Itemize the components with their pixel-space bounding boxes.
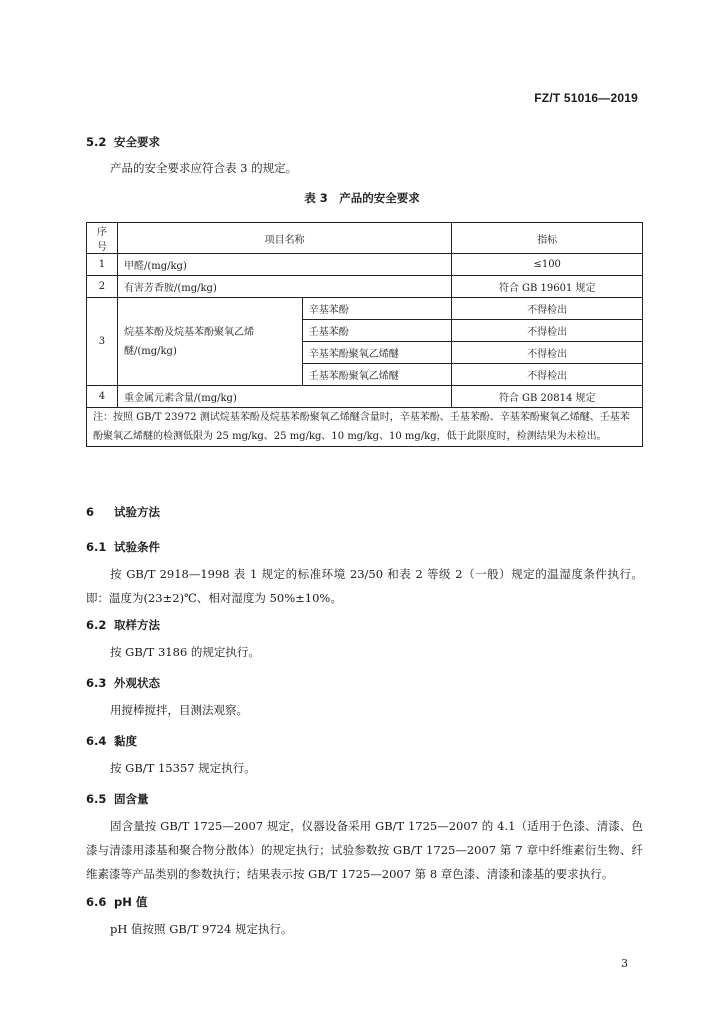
row-index: 不得检出 (452, 320, 643, 342)
section-number: 6.6 (86, 895, 107, 909)
section-6-1-heading (86, 539, 160, 555)
table-row (87, 386, 643, 408)
section-number: 6.5 (86, 792, 107, 806)
header-seq: 序号 (87, 223, 118, 254)
section-5-2-heading (86, 134, 160, 150)
row-index: 符合 GB 19601 规定 (452, 276, 643, 298)
sub-item-name: 辛基苯酚 (302, 298, 452, 320)
table-note-row (87, 408, 643, 447)
section-number: 6 (86, 505, 95, 519)
section-6-4-body: 按 GB/T 15357 规定执行。 (110, 761, 256, 775)
section-number: 5.2 (86, 135, 107, 149)
section-title: 黏度 (114, 734, 138, 748)
section-6-1-body: 按 GB/T 2918—1998 表 1 规定的标准环境 23/50 和表 2 等级 2（一般）规定的温湿度条件执行。即：温度为(23±2)℃、相对湿度为 50%±10%。 (86, 567, 643, 605)
row-item: 重金属元素含量/(mg/kg) (117, 386, 451, 408)
section-number: 6.1 (86, 540, 107, 554)
table-row (87, 298, 643, 320)
section-6-6-body: pH 值按照 GB/T 9724 规定执行。 (110, 922, 293, 936)
section-6-5-heading (86, 791, 149, 807)
row-item: 烷基苯酚及烷基苯酚聚氧乙烯醚/(mg/kg) (117, 298, 302, 386)
row-index: 不得检出 (452, 298, 643, 320)
section-6-6-heading (86, 894, 147, 910)
sub-item-name: 壬基苯酚聚氧乙烯醚 (302, 364, 452, 386)
section-6-4-heading (86, 733, 137, 749)
section-title: 试验方法 (114, 505, 161, 519)
section-number: 6.3 (86, 676, 107, 690)
header-item: 项目名称 (117, 223, 451, 254)
section-6-5-body: 固含量按 GB/T 1725—2007 规定，仪器设备采用 GB/T 1725—2007 的 4.1（适用于色漆、清漆、色漆与清漆用漆基和聚合物分散体）的规定执行；试验参数按 GB/T 1725—2007 第 7 章中纤维素衍生物、纤维素漆等产品类别的参数执行；结果表示按 GB/T 1725—2007 第 8 章色漆、清漆和漆基的要求执行。 (86, 819, 643, 881)
section-6-2-heading (86, 617, 160, 633)
row-index: 符合 GB 20814 规定 (452, 386, 643, 408)
section-title: 取样方法 (114, 618, 161, 632)
page-number: 3 (621, 957, 628, 970)
row-seq: 1 (87, 254, 118, 276)
section-6-2-body: 按 GB/T 3186 的规定执行。 (110, 645, 260, 659)
section-title: 试验条件 (114, 540, 161, 554)
section-title: pH 值 (114, 895, 148, 909)
row-seq: 3 (87, 298, 118, 386)
section-6-3-body: 用搅棒搅拌，目测法观察。 (110, 703, 248, 717)
table-header-row (87, 223, 643, 254)
sub-item-name: 辛基苯酚聚氧乙烯醚 (302, 342, 452, 364)
row-item: 有害芳香胺/(mg/kg) (117, 276, 451, 298)
section-6-heading (86, 504, 160, 520)
section-title: 外观状态 (114, 676, 161, 690)
section-6-3-heading (86, 675, 160, 691)
table-note: 注：按照 GB/T 23972 测试烷基苯酚及烷基苯酚聚氧乙烯醚含量时，辛基苯酚、壬基苯酚、辛基苯酚聚氧乙烯醚、壬基苯酚聚氧乙烯醚的检测低限为 25 mg/kg、25 mg/kg、10 mg/kg、10 mg/kg，低于此限度时，检测结果为未检出。 (87, 408, 643, 447)
section-title: 安全要求 (114, 135, 161, 149)
section-title: 固含量 (114, 792, 149, 806)
header-index: 指标 (452, 223, 643, 254)
row-index: 不得检出 (452, 342, 643, 364)
sub-item-name: 壬基苯酚 (302, 320, 452, 342)
row-seq: 2 (87, 276, 118, 298)
safety-requirements-table (86, 222, 643, 447)
standard-code: FZ/T 51016—2019 (534, 91, 638, 105)
table-row (87, 276, 643, 298)
row-index: 不得检出 (452, 364, 643, 386)
table-row (87, 254, 643, 276)
row-index: ≤100 (452, 254, 643, 276)
row-seq: 4 (87, 386, 118, 408)
section-number: 6.4 (86, 734, 107, 748)
section-number: 6.2 (86, 618, 107, 632)
section-5-2-body: 产品的安全要求应符合表 3 的规定。 (110, 161, 298, 175)
row-item: 甲醛/(mg/kg) (117, 254, 451, 276)
table-3-caption: 表 3 产品的安全要求 (304, 191, 420, 205)
